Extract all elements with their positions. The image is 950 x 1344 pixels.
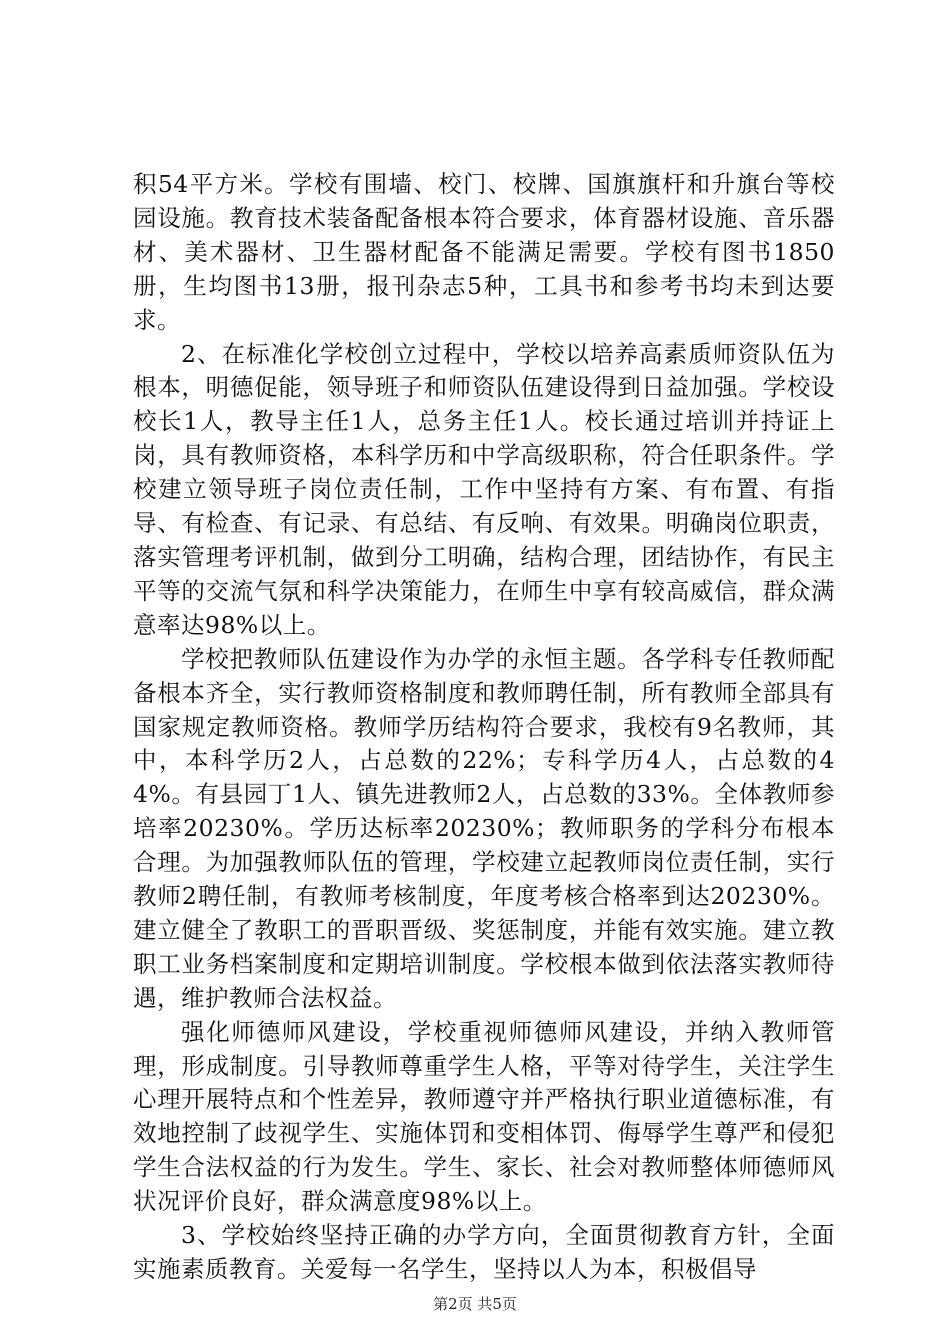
paragraph-4: 强化师德师风建设，学校重视师德师风建设，并纳入教师管理，形成制度。引导教师尊重学生人格，平等对待学生，关注学生心理开展特点和个性差异，教师遵守并严格执行职业道德标准，有效地控制了歧视学生、实施体罚和变相体罚、侮辱学生尊严和侵犯学生合法权益的行为发生。学生、家长、社会对教师整体师德师风状况评价良好，群众满意度98%以上。 [133, 1017, 835, 1216]
paragraph-1: 积54平方米。学校有围墙、校门、校牌、国旗旗杆和升旗台等校园设施。教育技术装备配备根本符合要求，体育器材设施、音乐器材、美术器材、卫生器材配备不能满足需要。学校有图书1850册，生均图书13册，报刊杂志5种，工具书和参考书均未到达要求。 [133, 170, 835, 334]
paragraph-5: 3、学校始终坚持正确的办学方向，全面贯彻教育方针，全面实施素质教育。关爱每一名学生，坚持以人为本，积极倡导 [133, 1221, 835, 1283]
paragraph-3: 学校把教师队伍建设作为办学的永恒主题。各学科专任教师配备根本齐全，实行教师资格制度和教师聘任制，所有教师全部具有国家规定教师资格。教师学历结构符合要求，我校有9名教师，其中，本科学历2人，占总数的22%；专科学历4人，占总数的44%。有县园丁1人、镇先进教师2人，占总数的33%。全体教师参培率20230%。学历达标率20230%；教师职务的学科分布根本合理。为加强教师队伍的管理，学校建立起教师岗位责任制，实行教师2聘任制，有教师考核制度，年度考核合格率到达20230%。建立健全了教职工的晋职晋级、奖惩制度，并能有效实施。建立教职工业务档案制度和定期培训制度。学校根本做到依法落实教师待遇，维护教师合法权益。 [133, 644, 835, 1012]
document-body [133, 168, 835, 1287]
page-number-footer: 第2页 共5页 [433, 1295, 517, 1313]
paragraph-2: 2、在标准化学校创立过程中，学校以培养高素质师资队伍为根本，明德促能，领导班子和师资队伍建设得到日益加强。学校设校长1人，教导主任1人，总务主任1人。校长通过培训并持证上岗，具有教师资格，本科学历和中学高级职称，符合任职条件。学校建立领导班子岗位责任制，工作中坚持有方案、有布置、有指导、有检查、有记录、有总结、有反响、有效果。明确岗位职责，落实管理考评机制，做到分工明确，结构合理，团结协作，有民主平等的交流气氛和科学决策能力，在师生中享有较高威信，群众满意率达98%以上。 [133, 339, 835, 639]
